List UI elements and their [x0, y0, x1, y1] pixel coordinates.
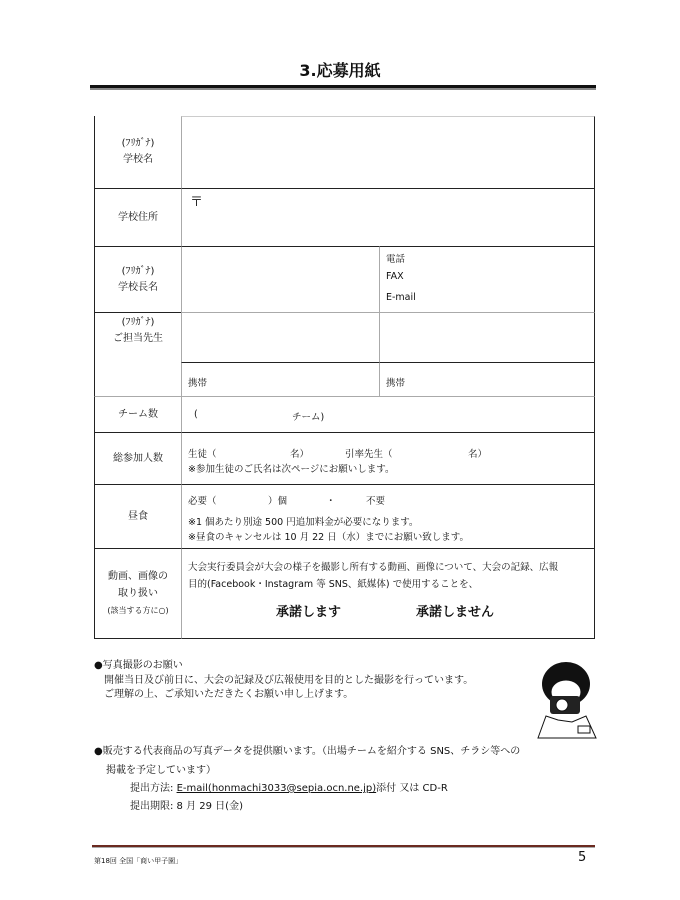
students-label: 生徒（ [188, 449, 217, 460]
participants-label [94, 432, 182, 485]
media-field [181, 548, 595, 639]
label: 取り扱い [118, 588, 158, 599]
postal-mark: 〒 [190, 195, 204, 210]
label: 学校名 [123, 154, 153, 165]
separator: ・ [326, 496, 336, 507]
teacher-contact-field[interactable] [379, 312, 595, 363]
disagree-option[interactable]: 承諾しません [416, 605, 495, 620]
participants-field[interactable] [181, 432, 595, 485]
agree-option[interactable]: 承諾します [276, 605, 342, 620]
label: 総参加人数 [113, 452, 163, 464]
footer-title: 第18回 全国「商い甲子園」 [94, 857, 183, 865]
mobile-label: 携帯 [188, 378, 208, 389]
label: ご担当先生 [113, 333, 163, 344]
label: 動画、画像の [108, 571, 168, 582]
need-unit: ）個 [268, 496, 288, 507]
lunch-note-2: ※昼食のキャンセルは 10 月 22 日（水）までにお願い致します。 [188, 532, 469, 543]
students-unit: 名） [290, 449, 310, 460]
team-unit: チーム) [292, 412, 325, 423]
contact-field[interactable] [379, 246, 595, 313]
photo-heading: ●写真撮影のお願い [94, 660, 183, 671]
need-label: 必要（ [188, 496, 217, 507]
label: 学校住所 [118, 211, 158, 223]
footer-rule [92, 845, 595, 848]
participants-note: ※参加生徒のご氏名は次ページにお願いします。 [188, 464, 395, 475]
lunch-field[interactable] [181, 484, 595, 549]
media-text-2: 目的(Facebook・Instagram 等 SNS、紙媒体) で使用することを、 [188, 579, 479, 590]
photographer-illustration [528, 660, 600, 740]
label-note: (該当する方に○) [107, 606, 169, 615]
furigana: (ﾌﾘｶﾞﾅ) [121, 138, 155, 149]
teachers-unit: 名） [468, 449, 488, 460]
email-link[interactable]: E-mail(honmachi3033@sepia.ocn.ne.jp) [176, 783, 377, 794]
page-title: 3.応募用紙 [299, 61, 381, 80]
no-need-option: 不要 [366, 496, 386, 507]
label: 学校長名 [118, 281, 158, 293]
title-rule [90, 85, 596, 90]
principal-label [94, 246, 182, 313]
furigana: (ﾌﾘｶﾞﾅ) [121, 265, 155, 277]
media-text-1: 大会実行委員会が大会の様子を撮影し所有する動画、画像について、大会の記録、広報 [188, 562, 559, 573]
teams-label [94, 396, 182, 433]
paren: ( [194, 409, 198, 420]
address-label [94, 188, 182, 247]
mobile-label: 携帯 [386, 378, 406, 389]
teacher-name-field[interactable] [181, 312, 380, 363]
photo-line-2: ご理解の上、ご承知いただきたくお願い申し上げます。 [104, 689, 354, 700]
school-name-field[interactable] [181, 116, 595, 189]
teacher-mobile-field-1[interactable] [181, 362, 380, 397]
photo-line-1: 開催当日及び前日に、大会の記録及び広報使用を目的とした撮影を行っています。 [104, 675, 474, 686]
lunch-note-1: ※1 個あたり別途 500 円追加料金が必要になります。 [188, 517, 419, 528]
method-label: 提出方法: [130, 783, 177, 794]
address-field[interactable] [181, 188, 595, 247]
product-line-1: ●販売する代表商品の写真データを提供願います。（出場チームを紹介する SNS、チラシ等への [94, 746, 521, 757]
furigana: (ﾌﾘｶﾞﾅ) [121, 317, 155, 328]
submission-method [130, 779, 448, 794]
page-number: 5 [578, 850, 587, 865]
teacher-mobile-field-2[interactable] [379, 362, 595, 397]
phone-label: 電話 [386, 254, 406, 265]
school-name-label [94, 116, 182, 189]
method-rest: 添付 又は CD-R [376, 783, 448, 794]
media-label [94, 548, 182, 639]
teams-field[interactable] [181, 396, 595, 433]
deadline: 提出期限: 8 月 29 日(金) [130, 801, 243, 812]
product-line-2: 掲載を予定しています） [106, 765, 216, 776]
email-label: E-mail [386, 292, 416, 303]
fax-label: FAX [386, 271, 404, 282]
label: チーム数 [118, 408, 158, 420]
teacher-label [94, 312, 182, 397]
teachers-label: 引率先生（ [345, 449, 393, 460]
lunch-label [94, 484, 182, 549]
label: 昼食 [128, 510, 148, 522]
principal-name-field[interactable] [181, 246, 380, 313]
